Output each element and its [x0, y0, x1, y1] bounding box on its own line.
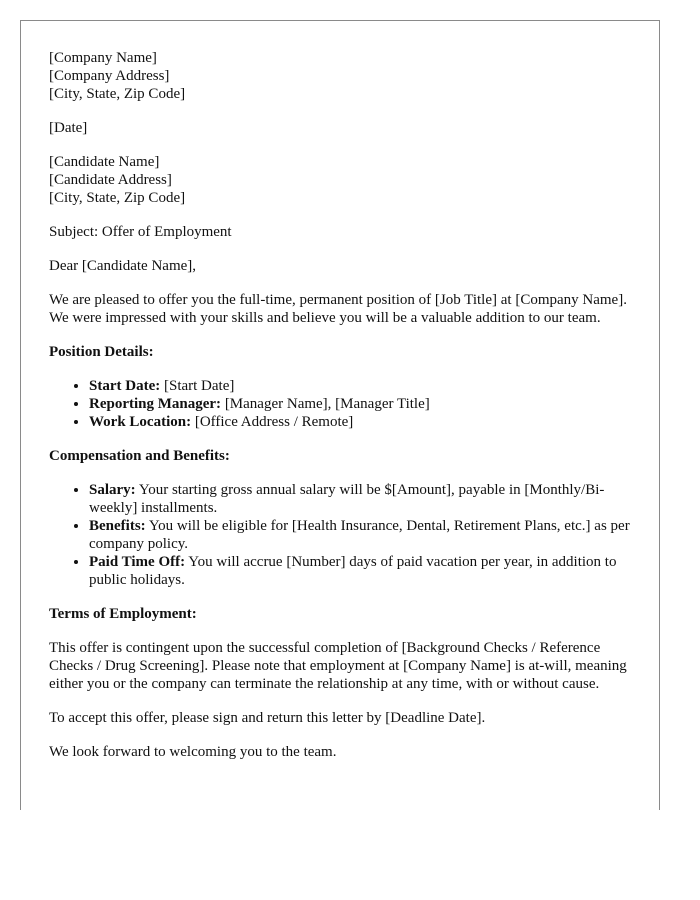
list-item — [89, 553, 631, 589]
sender-address — [49, 49, 631, 103]
letter-date: [Date] — [49, 120, 88, 136]
list-item — [89, 395, 631, 413]
candidate-name: [Candidate Name] — [49, 154, 160, 170]
list-item — [89, 377, 631, 395]
candidate-address: [Candidate Address] — [49, 172, 172, 188]
item-label: Benefits: — [89, 518, 146, 534]
acceptance-paragraph: To accept this offer, please sign and return this letter by [Deadline Date]. — [49, 710, 486, 726]
item-value: [Office Address / Remote] — [191, 414, 354, 430]
item-label: Salary: — [89, 482, 136, 498]
item-value: You will be eligible for [Health Insurance, Dental, Retirement Plans, etc.] as per company policy. — [89, 518, 630, 552]
candidate-city-state-zip: [City, State, Zip Code] — [49, 190, 186, 206]
offer-letter — [20, 20, 660, 810]
company-address: [Company Address] — [49, 68, 170, 84]
compensation-heading: Compensation and Benefits: — [49, 448, 230, 464]
position-details-list — [49, 377, 631, 431]
position-details-heading: Position Details: — [49, 344, 154, 360]
item-value: Your starting gross annual salary will be $[Amount], payable in [Monthly/Bi-weekly] installments. — [89, 482, 605, 516]
item-label: Work Location: — [89, 414, 192, 430]
terms-heading: Terms of Employment: — [49, 606, 197, 622]
salutation: Dear [Candidate Name], — [49, 258, 197, 274]
item-label: Paid Time Off: — [89, 554, 186, 570]
closing-paragraph: We look forward to welcoming you to the team. — [49, 744, 337, 760]
item-value: You will accrue [Number] days of paid vacation per year, in addition to public holidays. — [89, 554, 617, 588]
intro-paragraph: We are pleased to offer you the full-time, permanent position of [Job Title] at [Company Name]. We were impressed with your skills and believe you will be a valuable addition to our team. — [49, 292, 627, 326]
list-item — [89, 481, 631, 517]
recipient-address — [49, 153, 631, 207]
compensation-list — [49, 481, 631, 589]
item-label: Reporting Manager: — [89, 396, 222, 412]
item-value: [Start Date] — [160, 378, 235, 394]
company-name: [Company Name] — [49, 50, 157, 66]
company-city-state-zip: [City, State, Zip Code] — [49, 86, 186, 102]
list-item — [89, 413, 631, 431]
terms-paragraph: This offer is contingent upon the successful completion of [Background Checks / Reference Checks / Drug Screening]. Please note that employment at [Company Name] is at-will, meaning either you or the company can terminate the relationship at any time, with or without cause. — [49, 640, 627, 692]
subject-line: Subject: Offer of Employment — [49, 224, 232, 240]
item-value: [Manager Name], [Manager Title] — [221, 396, 430, 412]
item-label: Start Date: — [89, 378, 161, 394]
list-item — [89, 517, 631, 553]
